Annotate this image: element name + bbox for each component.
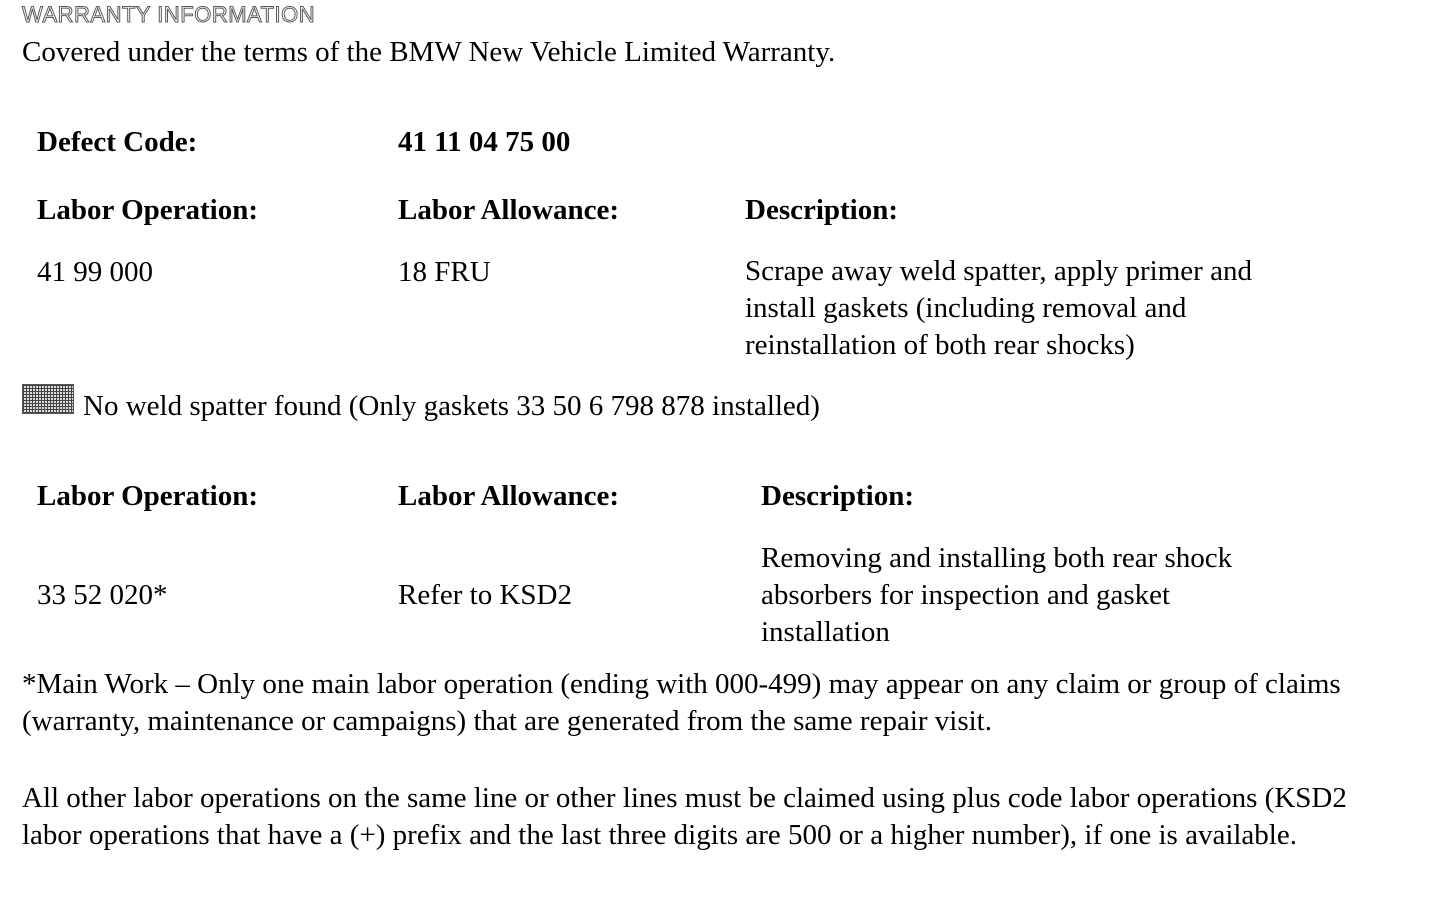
labor-allowance-header: Labor Allowance: bbox=[398, 480, 619, 512]
labor-allowance-value: 18 FRU bbox=[398, 256, 491, 288]
labor-allowance-header: Labor Allowance: bbox=[398, 194, 619, 226]
labor-operation-header: Labor Operation: bbox=[37, 194, 258, 226]
description-header: Description: bbox=[761, 480, 915, 512]
defect-code-label: Defect Code: bbox=[37, 126, 198, 158]
plus-code-note: All other labor operations on the same line or other lines must be claimed using plus code labor operations (KSD2 labor operations that have a (+) prefix and the last three digits are 500 or a higher number), if one is available. bbox=[22, 782, 1347, 851]
description-value: Scrape away weld spatter, apply primer and install gaskets (including removal and reinstallation of both rear shocks) bbox=[745, 255, 1252, 361]
labor-operation-value: 33 52 020* bbox=[37, 579, 168, 611]
section-heading: WARRANTY INFORMATION bbox=[22, 2, 316, 27]
description-value: Removing and installing both rear shock absorbers for inspection and gasket installation bbox=[761, 542, 1233, 648]
weld-spatter-option-label: No weld spatter found (Only gaskets 33 50 6 798 878 installed) bbox=[83, 390, 820, 422]
description-header: Description: bbox=[745, 194, 899, 226]
labor-allowance-value: Refer to KSD2 bbox=[398, 579, 572, 611]
labor-operation-value: 41 99 000 bbox=[37, 256, 153, 288]
main-work-note: *Main Work – Only one main labor operation (ending with 000-499) may appear on any claim or group of claims (warranty, maintenance or campaigns) that are generated from the same repair visit. bbox=[22, 668, 1341, 737]
labor-operation-header: Labor Operation: bbox=[37, 480, 258, 512]
weld-spatter-checkbox[interactable] bbox=[22, 384, 74, 414]
warranty-intro-text: Covered under the terms of the BMW New Vehicle Limited Warranty. bbox=[22, 36, 836, 68]
defect-code-value: 41 11 04 75 00 bbox=[398, 126, 571, 158]
